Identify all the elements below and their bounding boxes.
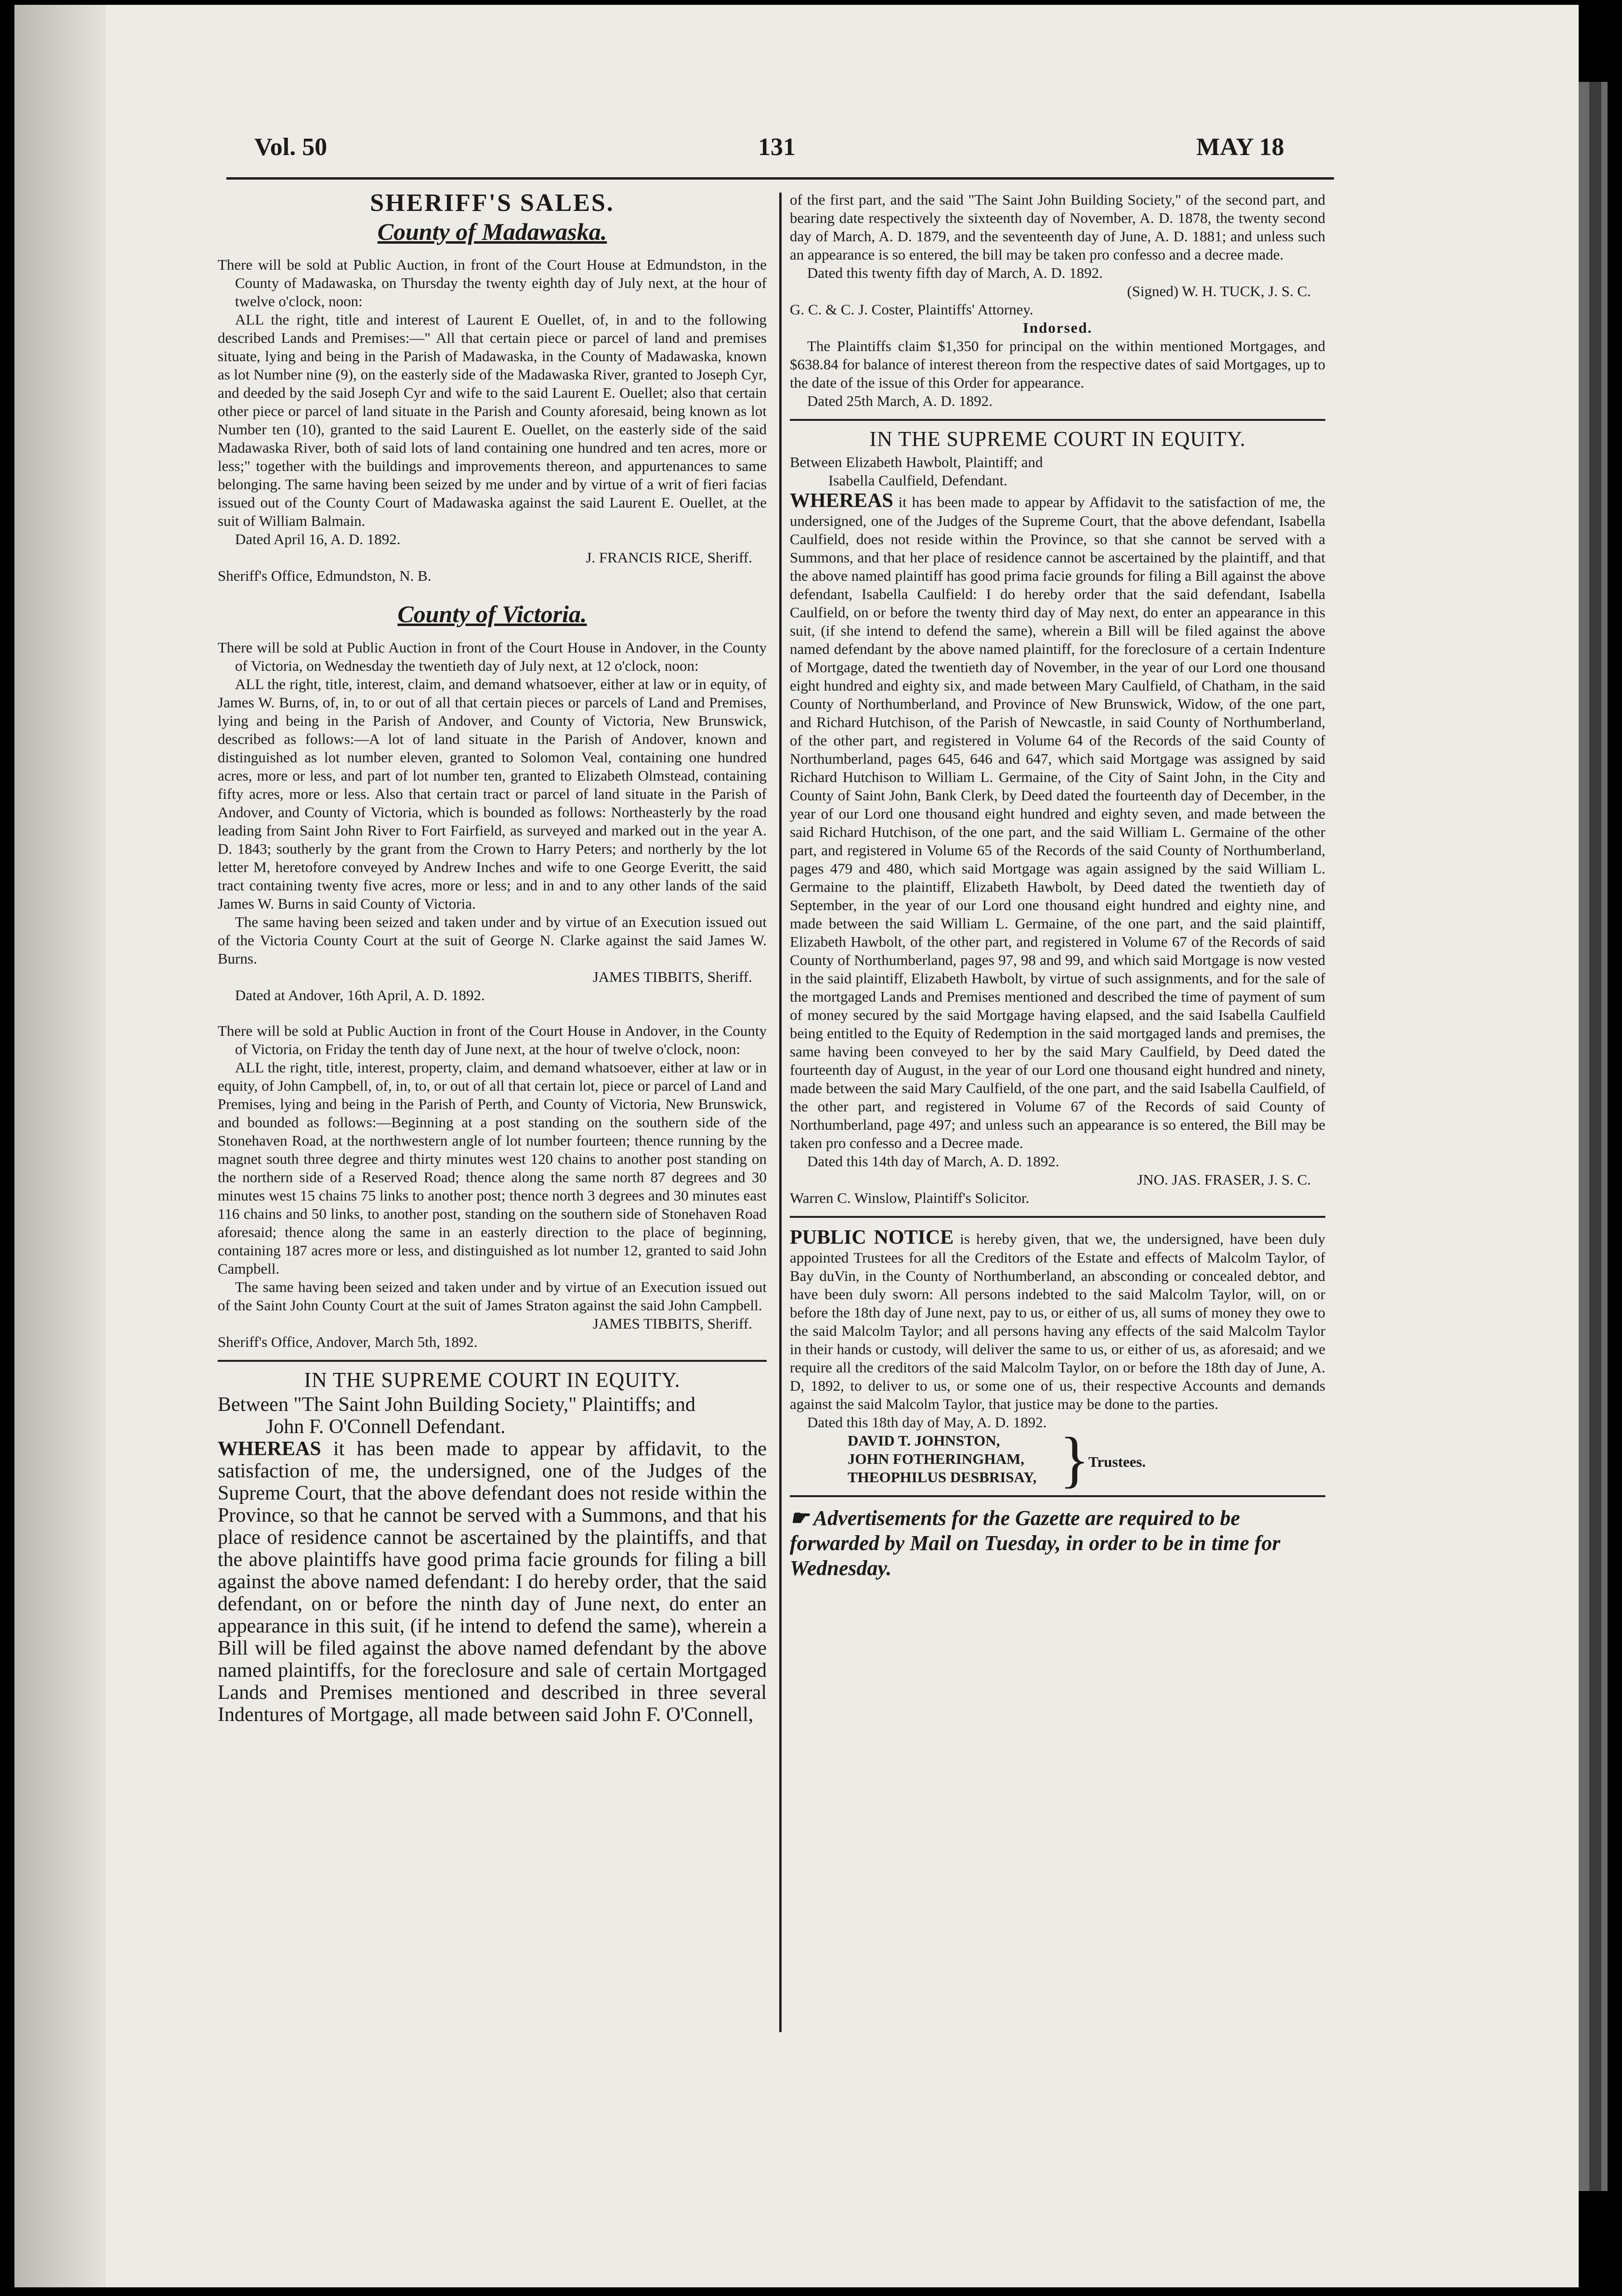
brace-glyph: }	[1060, 1424, 1090, 1494]
equity2-body: it has been made to appear by Affidavit to the satisfaction of me, the undersigned, one of the Judges of the Supreme Court, that the above defendant, Isabella Caulfield, does not reside within the Province, so that she cannot be served with a Summons, and that her place of residence cannot be ascertained by the plaintiff, and that the above named plaintiff has good prima facie grounds for filing a Bill against the above defendant, Isabella Caulfield: I do hereby order that the said defendant, Isabella Caulfield, on or before the twenty third day of May next, do enter an appearance in this suit, (if she intend to defend the same), wherein a Bill will be filed against the above named defendant by the above named plaintiff, for the foreclosure of a certain Indenture of Mortgage, dated the twentieth day of November, in the year of our Lord one thousand eight hundred and eighty six, and made between Mary Caulfield, of Chatham, in the said County of Northumberland, and Province of New Brunswick, Widow, of the one part, and Richard Hutchison, of the Parish of Newcastle, in said County of Northumberland, of the other part, and registered in Volume 64 of the Records of the said County of Northumberland, pages 645, 646 and 647, which said Mortgage was assigned by said Richard Hutchison to William L. Germaine, of the City of Saint John, in the City and County of Saint John, Bank Clerk, by Deed dated the fourteenth day of December, in the year of our Lord one thousand eight hundred and eighty seven, and made between the said Richard Hutchison, of the one part, and the said William L. Germaine of the other part, and registered in Volume 65 of the Records of the said County of Northumberland, pages 479 and 480, which said Mortgage was again assigned by the said William L. Germaine to the plaintiff, Elizabeth Hawbolt, by Deed dated the twentieth day of September, in the year of our Lord one thousand eight hundred and eighty nine, and made between the said William L. Germaine, of the one part, and the said plaintiff, Elizabeth Hawbolt, of the other part, and registered in Volume 67 of the Records of said County of Northumberland, pages 97, 98 and 99, and which said Mortgage is now vested in the said plaintiff, Elizabeth Hawbolt, by virtue of such assignments, and for the sale of the mortgaged Lands and Premises mentioned and described the time of payment of sum of money secured by the said Mortgage having elapsed, and the said Isabella Caulfield being entitled to the Equity of Redemption in the said mortgaged lands and premises, the same having been conveyed to her by the said Mary Caulfield, by Deed dated the fourteenth day of August, in the year of our Lord one thousand eight hundred and ninety, made between the said Mary Caulfield, of the one part, and the said Isabella Caulfield, of the other part, and registered in Volume 67 of the Records of said County of Northumberland, page 497; and unless such an appearance is so entered, the Bill may be taken pro confesso and a Decree made.	[790, 493, 1325, 1151]
equity1-heading: IN THE SUPREME COURT IN EQUITY.	[304, 1368, 680, 1392]
section-rule	[790, 1216, 1325, 1218]
victoria-sale1-signature: JAMES TIBBITS, Sheriff.	[592, 968, 752, 985]
equity2-dated: Dated this 14th day of March, A. D. 1892.	[807, 1152, 1060, 1170]
equity1-defendant: John F. O'Connell Defendant.	[266, 1416, 506, 1438]
madawaska-signature: J. FRANCIS RICE, Sheriff.	[586, 549, 752, 566]
madawaska-dated: Dated April 16, A. D. 1892.	[235, 531, 401, 548]
county-heading-victoria: County of Victoria.	[397, 600, 587, 627]
victoria-sale2-seized: The same having been seized and taken under and by virtue of an Execution issued out of the Saint John County Court at the suit of James Straton against the said John Campbell.	[218, 1278, 767, 1314]
equity1-between: Between "The Saint John Building Society," Plaintiffs; and	[218, 1394, 696, 1416]
victoria-sale1-dated: Dated at Andover, 16th April, A. D. 1892.	[235, 986, 485, 1004]
equity2-signature: JNO. JAS. FRASER, J. S. C.	[1137, 1171, 1311, 1188]
victoria-sale1-intro: There will be sold at Public Auction in front of the Court House in Andover, in the County of Victoria, on Wednesday the twentieth day of July next, at 12 o'clock, noon:	[218, 639, 767, 674]
notice-lead: PUBLIC NOTICE	[790, 1226, 954, 1249]
madawaska-intro: There will be sold at Public Auction, in front of the Court House at Edmundston, in the County of Madawaska, on Thursday the twenty eighth day of July next, at the hour of twelve o'clock, noon:	[218, 256, 767, 310]
equity2-whereas: WHEREAS	[790, 489, 893, 512]
equity1-dated: Dated this twenty fifth day of March, A. D. 1892.	[807, 264, 1103, 281]
equity1-signed: (Signed) W. H. TUCK, J. S. C.	[1127, 283, 1311, 300]
equity2-between: Between Elizabeth Hawbolt, Plaintiff; and	[790, 453, 1043, 470]
madawaska-office: Sheriff's Office, Edmundston, N. B.	[218, 567, 432, 584]
trustee-name: DAVID T. JOHNSTON,	[848, 1432, 1000, 1449]
victoria-sale1-body: ALL the right, title, interest, claim, and demand whatsoever, either at law or in equity, of James W. Burns, of, in, to or out of all that certain pieces or parcels of Land and Premises, lying and being in the Parish of Andover, and County of Victoria, New Brunswick, described as follows:—A lot of land situate in the Parish of Andover, known and distinguished as lot number eleven, granted to Solomon Veal, containing one hundred acres, more or less, and part of lot number ten, granted to Elizabeth Olmstead, containing fifty acres, more or less. Also that certain tract or parcel of land situate in the Parish of Andover, and County of Victoria, which is bounded as follows: Northeasterly by the road leading from Saint John River to Fort Fairfield, as surveyed and marked out in the year A. D. 1843; southerly by the grant from the Crown to Harry Peters; and northerly by the lot letter M, heretofore conveyed by Andrew Inches and wife to one George Everitt, the said tract containing twenty five acres, more or less; and in and to any other lands of the said James W. Burns in said County of Victoria.	[218, 675, 767, 912]
victoria-sale2-office: Sheriff's Office, Andover, March 5th, 1892.	[218, 1333, 478, 1350]
equity1-whereas: WHEREAS	[218, 1438, 321, 1460]
endorsed-dated: Dated 25th March, A. D. 1892.	[807, 392, 993, 409]
section-rule	[218, 1360, 767, 1362]
endorsed-label: Indorsed.	[1022, 319, 1093, 336]
equity1-attorney: G. C. & C. J. Coster, Plaintiffs' Attorney.	[790, 301, 1033, 318]
equity2-solicitor: Warren C. Winslow, Plaintiff's Solicitor.	[790, 1189, 1030, 1206]
equity1-body: it has been made to appear by affidavit, to the satisfaction of me, the undersigned, one of the Judges of the Supreme Court, that the above defendant does not reside within the Province, so that he cannot be served with a Summons, and that his place of residence cannot be ascertained by the plaintiffs, and that the above plaintiffs have good prima facie grounds for filing a bill against the above named defendant: I do hereby order, that the said defendant, on or before the ninth day of June next, do enter an appearance in this suit, (if he intend to defend the same), wherein a Bill will be filed against the above named defendant by the above named plaintiffs, for the foreclosure and sale of certain Mortgaged Lands and Premises mentioned and described in three several Indentures of Mortgage, all made between said John F. O'Connell,	[218, 1438, 767, 1726]
equity2-heading: IN THE SUPREME COURT IN EQUITY.	[869, 427, 1246, 451]
trustee-name: JOHN FOTHERINGHAM,	[848, 1450, 1024, 1467]
column-divider	[779, 193, 782, 2032]
trustee-name: THEOPHILUS DESBRISAY,	[848, 1468, 1037, 1486]
equity2-defendant: Isabella Caulfield, Defendant.	[828, 471, 1007, 489]
left-column	[218, 188, 767, 1726]
section-title: SHERIFF'S SALES.	[370, 189, 615, 217]
page-edge-dark	[1589, 82, 1601, 2191]
madawaska-body: ALL the right, title and interest of Laurent E Ouellet, of, in and to the following described Lands and Premises:—" All that certain piece or parcel of land and premises situate, lying and being in the Parish of Madawaska, in the County of Madawaska, known as lot Number nine (9), on the easterly side of the Madawaska River, granted to Joseph Cyr, and deeded by the said Joseph Cyr and wife to the said Laurent E. Ouellet; also that certain other piece or parcel of land situate in the Parish and County aforesaid, being known as lot Number ten (10), granted to the said Laurent E. Ouellet, on the easterly side of the said Madawaska River, both of said lots of land containing one hundred and ten acres, more or less;" together with the buildings and improvements thereon, and appurtenances to same belonging. The same having been seized by me under and by virtue of a writ of fieri facias issued out of the County Court of Madawaska against the said Laurent E. Ouellet, at the suit of William Balmain.	[218, 311, 767, 529]
page-gutter-shadow	[14, 5, 106, 2287]
victoria-sale2-body: ALL the right, title, interest, property, claim, and demand whatsoever, either at law or in equity, of John Campbell, of, in, to, or out of all that certain lot, piece or parcel of Land and Premises, lying and being in the Parish of Perth, and County of Victoria, New Brunswick, and bounded as follows:—Beginning at a post standing on the southern side of the Stonehaven Road, at the northwestern angle of lot number fourteen; thence running by the magnet south three degree and thirty minutes west 120 chains to another post standing on the northern side of a Reserved Road; thence along the same north 87 degrees and 30 minutes west 15 chains 75 links to another post; thence north 3 degrees and 30 minutes east 116 chains and 50 links, to another post, standing on the southern side of Stonehaven Road aforesaid; thence along the same in an easterly direction to the place of beginning, containing 187 acres more or less, and distinguished as lot number 12, granted to said John Campbell.	[218, 1058, 767, 1277]
notice-body: is hereby given, that we, the undersigned, have been duly appointed Trustees for all the Creditors of the Estate and effects of Malcolm Taylor, of Bay duVin, in the County of Northumberland, an absconding or concealed debtor, and have been duly sworn: All persons indebted to the said Malcolm Taylor, will, on or before the 18th day of June next, pay to us, or either of us, all sums of money they owe to the said Malcolm Taylor; and all persons having any effects of the said Malcolm Taylor in their hands or custody, will deliver the same to us, or either of us, as aforesaid; and we require all the creditors of the said Malcolm Taylor, on or before the 18th day of June, A. D, 1892, to deliver to us, or some one of us, their respective Accounts and demands against the said Malcolm Taylor, that justice may be done to the parties.	[790, 1230, 1326, 1412]
notice-dated: Dated this 18th day of May, A. D. 1892.	[807, 1413, 1047, 1431]
victoria-sale1-seized: The same having been seized and taken under and by virtue of an Execution issued out of the Victoria County Court at the suit of George N. Clarke against the said James W. Burns.	[218, 913, 767, 967]
issue-date: MAY 18	[1196, 133, 1284, 161]
victoria-sale2-signature: JAMES TIBBITS, Sheriff.	[592, 1315, 752, 1332]
trustees-block	[790, 1424, 1325, 1494]
equity1-continued: of the first part, and the said "The Saint John Building Society," of the second part, and bearing date respectively the sixteenth day of November, A. D. 1878, the twenty second day of March, A. D. 1879, and the seventeenth day of June, A. D. 1881; and unless such an appearance is so entered, the bill may be taken pro confesso and a decree made.	[790, 191, 1325, 263]
header-rule	[226, 177, 1334, 180]
endorsed-body: The Plaintiffs claim $1,350 for principal on the within mentioned Mortgages, and $638.84 for balance of interest thereon from the respective dates of said Mortgages, up to the date of the issue of this Order for appearance.	[790, 338, 1325, 391]
right-column	[790, 191, 1325, 1581]
trustees-label: Trustees.	[1088, 1453, 1146, 1470]
section-rule	[790, 1495, 1325, 1497]
advertisement-notice: Advertisements for the Gazette are required to be forwarded by Mail on Tuesday, in order to be in time for Wednesday.	[790, 1506, 1281, 1580]
volume-label: Vol. 50	[254, 133, 327, 161]
page-number: 131	[758, 133, 796, 161]
pointing-hand-icon: ☛	[790, 1506, 813, 1530]
victoria-sale2-intro: There will be sold at Public Auction in front of the Court House in Andover, in the County of Victoria, on Friday the tenth day of June next, at the hour of twelve o'clock, noon:	[218, 1022, 767, 1057]
county-heading-madawaska: County of Madawaska.	[377, 218, 607, 245]
section-rule	[790, 419, 1325, 421]
